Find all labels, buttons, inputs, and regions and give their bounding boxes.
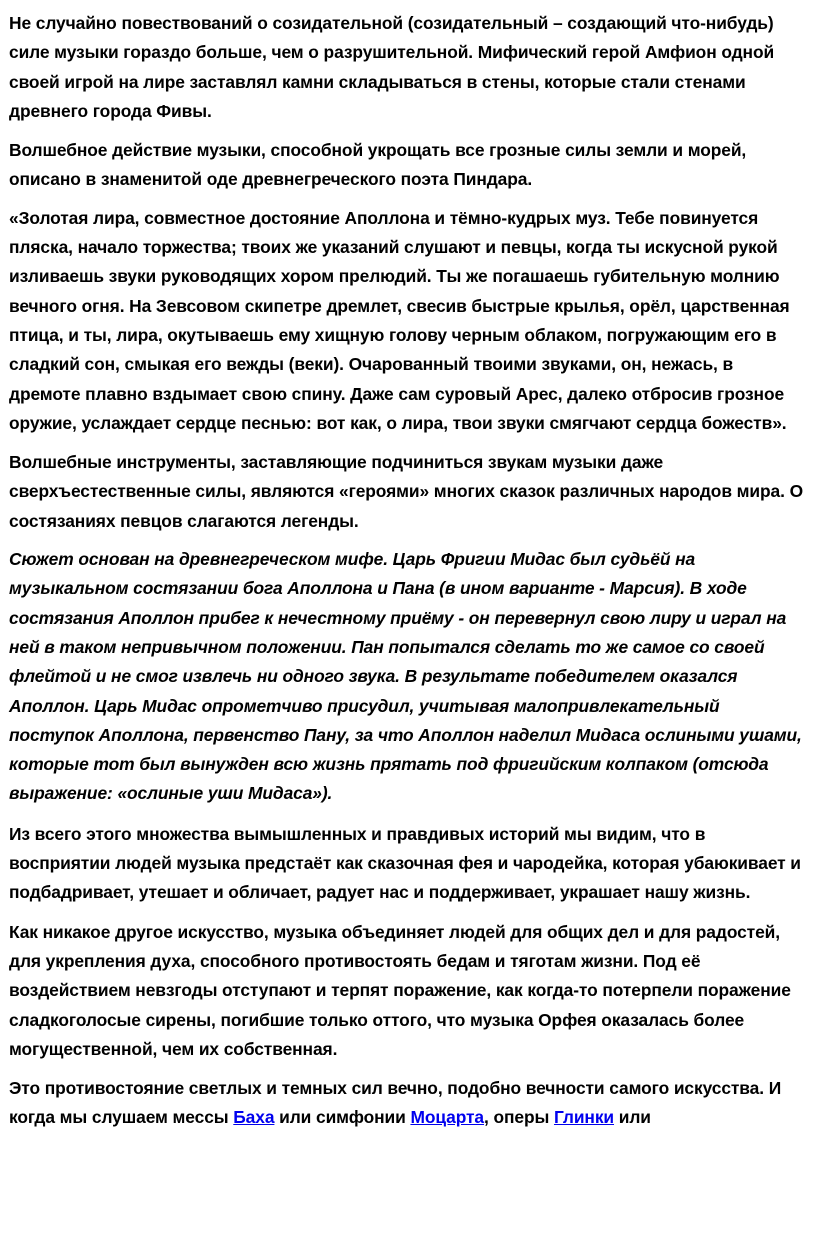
paragraph-text-1: Это противостояние светлых и темных сил вечно, подобно вечности самого искусства. И когда мы слушаем мессы [9, 1078, 782, 1128]
paragraph-magic-instruments: Волшебные инструменты, заставляющие подчиниться звукам музыки даже сверхъестественные силы, являются «героями» многих сказок различных народов мира. О состязаниях певцов слагаются легенды. [9, 452, 803, 531]
paragraph-amphion: Не случайно повествований о созидательной (созидательный – создающий что-нибудь) силе музыки гораздо больше, чем о разрушительной. Мифический герой Амфион одной своей игрой на лире заставлял камни складываться в стены, которые стали стенами древнего города Фивы. [9, 13, 775, 121]
link-bach[interactable]: Баха [233, 1107, 275, 1128]
paragraph-light-dark-forces [9, 1074, 808, 1133]
paragraph-text-3: , оперы [484, 1107, 554, 1128]
paragraph-music-unites: Как никакое другое искусство, музыка объединяет людей для общих дел и для радостей, для укрепления духа, способного противостоять бедам и тяготам жизни. Под её воздействием невзгоды отступают и терпят поражение, как когда-то потерпели поражение сладкоголосые сирены, погибшие только оттого, что музыка Орфея оказалась более могущественной, чем их собственная. [9, 921, 791, 1059]
paragraph-ode-quote: «Золотая лира, совместное достояние Аполлона и тёмно-кудрых муз. Тебе повинуется пляска, начало торжества; твоих же указаний слушают и певцы, когда ты искусной рукой изливаешь звуки руководящих хором прелюдий. Ты же погашаешь губительную молнию вечного огня. На Зевсовом скипетре дремлет, свесив быстрые крылья, орёл, царственная птица, и ты, лира, окутываешь ему хищную голову черным облаком, погружающим его в сладкий сон, смыкая его вежды (веки). Очарованный твоими звуками, он, нежась, в дремоте плавно вздымает свою спину. Даже сам суровый Арес, далеко отбросив грозное оружие, услаждает сердце песнью: вот как, о лира, твои звуки смягчают сердца божеств». [9, 207, 790, 433]
paragraph-text-4: или [614, 1107, 651, 1128]
paragraph-music-fairy: Из всего этого множества вымышленных и правдивых историй мы видим, что в восприятии людей музыка предстаёт как сказочная фея и чародейка, которая убаюкивает и подбадривает, утешает и обличает, радует нас и поддерживает, украшает нашу жизнь. [9, 823, 801, 903]
link-mozart[interactable]: Моцарта [410, 1107, 485, 1128]
paragraph-pindar: Волшебное действие музыки, способной укрощать все грозные силы земли и морей, описано в знаменитой оде древнегреческого поэта Пиндара. [9, 140, 747, 190]
paragraph-midas-myth: Сюжет основан на древнегреческом мифе. Царь Фригии Мидас был судьёй на музыкальном состязании бога Аполлона и Пана (в ином варианте - Марсия). В ходе состязания Аполлон прибег к нечестному приёму - он перевернул свою лиру и играл на ней в таком непривычном положении. Пан попытался сделать то же самое со своей флейтой и не смог извлечь ни одного звука. В результате победителем оказался Аполлон. Царь Мидас опрометчиво присудил, учитывая малопривлекательный поступок Аполлона, первенство Пану, за что Аполлон наделил Мидаса ослиными ушами, которые тот был вынужден всю жизнь прятать под фригийским колпаком (отсюда выражение: «ослиные уши Мидаса»). [9, 549, 802, 804]
link-glinka[interactable]: Глинки [553, 1107, 615, 1128]
paragraph-text-2: или симфонии [274, 1107, 411, 1128]
